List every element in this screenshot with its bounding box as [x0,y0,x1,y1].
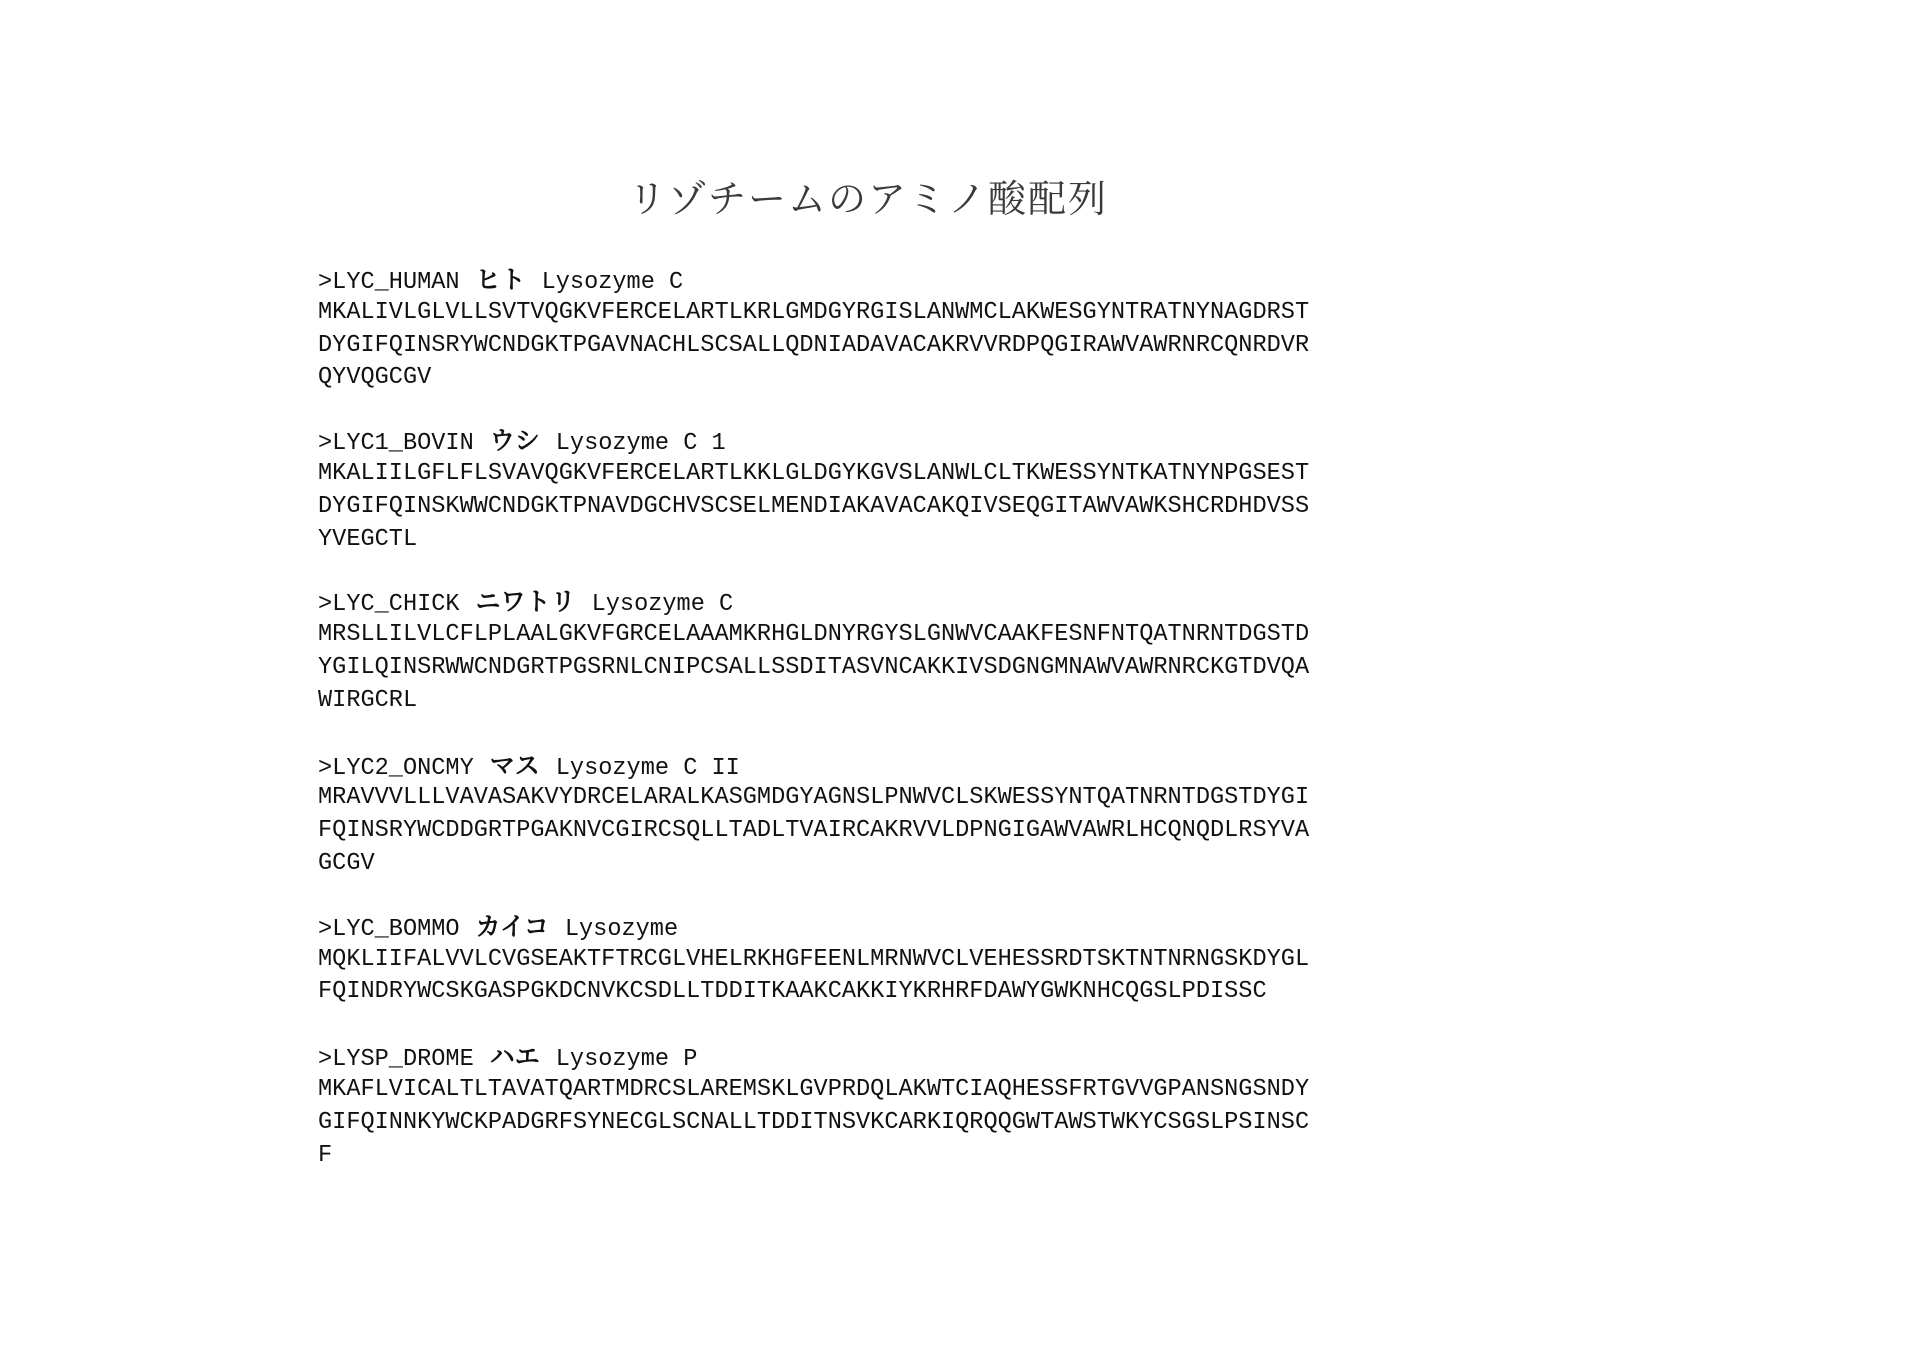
species-japanese-name: カイコ [475,911,549,941]
sequence-line: F [318,1141,333,1169]
species-japanese-name: ニワトリ [475,587,576,617]
sequence-description: Lysozyme P [555,1046,698,1074]
sequence-line: WIRGCRL [318,686,418,714]
sequence-description: Lysozyme C [541,269,684,296]
species-japanese-name: ウシ [489,426,540,456]
sequence-line: FQINSRYWCDDGRTPGAKNVCGIRCSQLLTADLTVAIRCAKRVVLDPNGIGAWVAWRLHCQNQDLRSYVA [318,817,1310,845]
sequence-line: MKAFLVICALTLTAVATQARTMDRCSLAREMSKLGVPRDQLAKWTCIAQHESSFRTGVVGPANSNGSNDY [318,1075,1310,1103]
sequence-line: DYGIFQINSRYWCNDGKTPGAVNACHLSCSALLQDNIADAVACAKRVVRDPQGIRAWVAWRNRCQNRDVR [318,331,1310,359]
sequence-description: Lysozyme C II [555,754,740,782]
sequence-record-oncmy [318,750,1618,881]
sequence-line: DYGIFQINSKWWCNDGKTPNAVDGCHVSCSELMENDIAKAVACAKQIVSEQGITAWVAWKSHCRDHDVSS [318,492,1310,520]
sequence-id: >LYC_BOMMO [318,915,460,943]
sequence-header [318,586,1618,619]
sequence-line: GCGV [318,849,375,877]
sequence-line: GIFQINNKYWCKPADGRFSYNECGLSCNALLTDDITNSVKCARKIQRQQGWTAWSTWKYCSGSLPSINSC [318,1108,1310,1136]
sequence-description: Lysozyme C 1 [555,430,726,458]
sequence-line: YVEGCTL [318,525,418,553]
species-japanese-name: ハエ [489,1042,540,1072]
sequence-line: QYVQGCGV [318,364,432,392]
sequence-description: Lysozyme C [591,591,734,619]
sequence-description: Lysozyme [564,915,679,943]
sequence-header [318,750,1618,783]
sequence-line: MKALIVLGLVLLSVTVQGKVFERCELARTLKRLGMDGYRGISLANWMCLAKWESGYNTRATNYNAGDRST [318,298,1310,326]
sequence-header [318,1041,1618,1074]
sequence-header [318,264,1618,297]
sequence-id: >LYC2_ONCMY [318,754,474,782]
sequence-line: FQINDRYWCSKGASPGKDCNVKCSDLLTDDITKAAKCAKKIYKRHRFDAWYGWKNHCQGSLPDISSC [318,978,1267,1006]
sequence-record-chick [318,586,1618,717]
sequence-record-bovin [318,425,1618,556]
sequence-header [318,911,1618,944]
sequence-record-drome [318,1041,1618,1172]
sequence-line: MRSLLILVLCFLPLAALGKVFGRCELAAAMKRHGLDNYRGYSLGNWVCAAKFESNFNTQATNRNTDGSTD [318,621,1310,649]
sequence-line: YGILQINSRWWCNDGRTPGSRNLCNIPCSALLSSDITASVNCAKKIVSDGNGMNAWVAWRNRCKGTDVQA [318,653,1310,681]
species-japanese-name: ヒト [475,265,526,294]
sequence-record-bommo [318,911,1618,1009]
sequence-id: >LYC_HUMAN [318,269,460,296]
page-title: リゾチームのアミノ酸配列 [628,177,1109,221]
sequence-header [318,425,1618,458]
sequence-line: MRAVVVLLLVAVASAKVYDRCELARALKASGMDGYAGNSLPNWVCLSKWESSYNTQATNRNTDGSTDYGI [318,784,1310,812]
sequence-id: >LYC_CHICK [318,591,460,619]
sequence-id: >LYC1_BOVIN [318,430,474,458]
sequence-record-human [318,264,1618,395]
sequence-line: MKALIILGFLFLSVAVQGKVFERCELARTLKKLGLDGYKGVSLANWLCLTKWESSYNTKATNYNPGSEST [318,459,1310,487]
sequence-line: MQKLIIFALVVLCVGSEAKTFTRCGLVHELRKHGFEENLMRNWVCLVEHESSRDTSKTNTNRNGSKDYGL [318,945,1310,973]
sequence-list [318,264,1618,1202]
sequence-id: >LYSP_DROME [318,1046,474,1074]
species-japanese-name: マス [489,750,540,780]
